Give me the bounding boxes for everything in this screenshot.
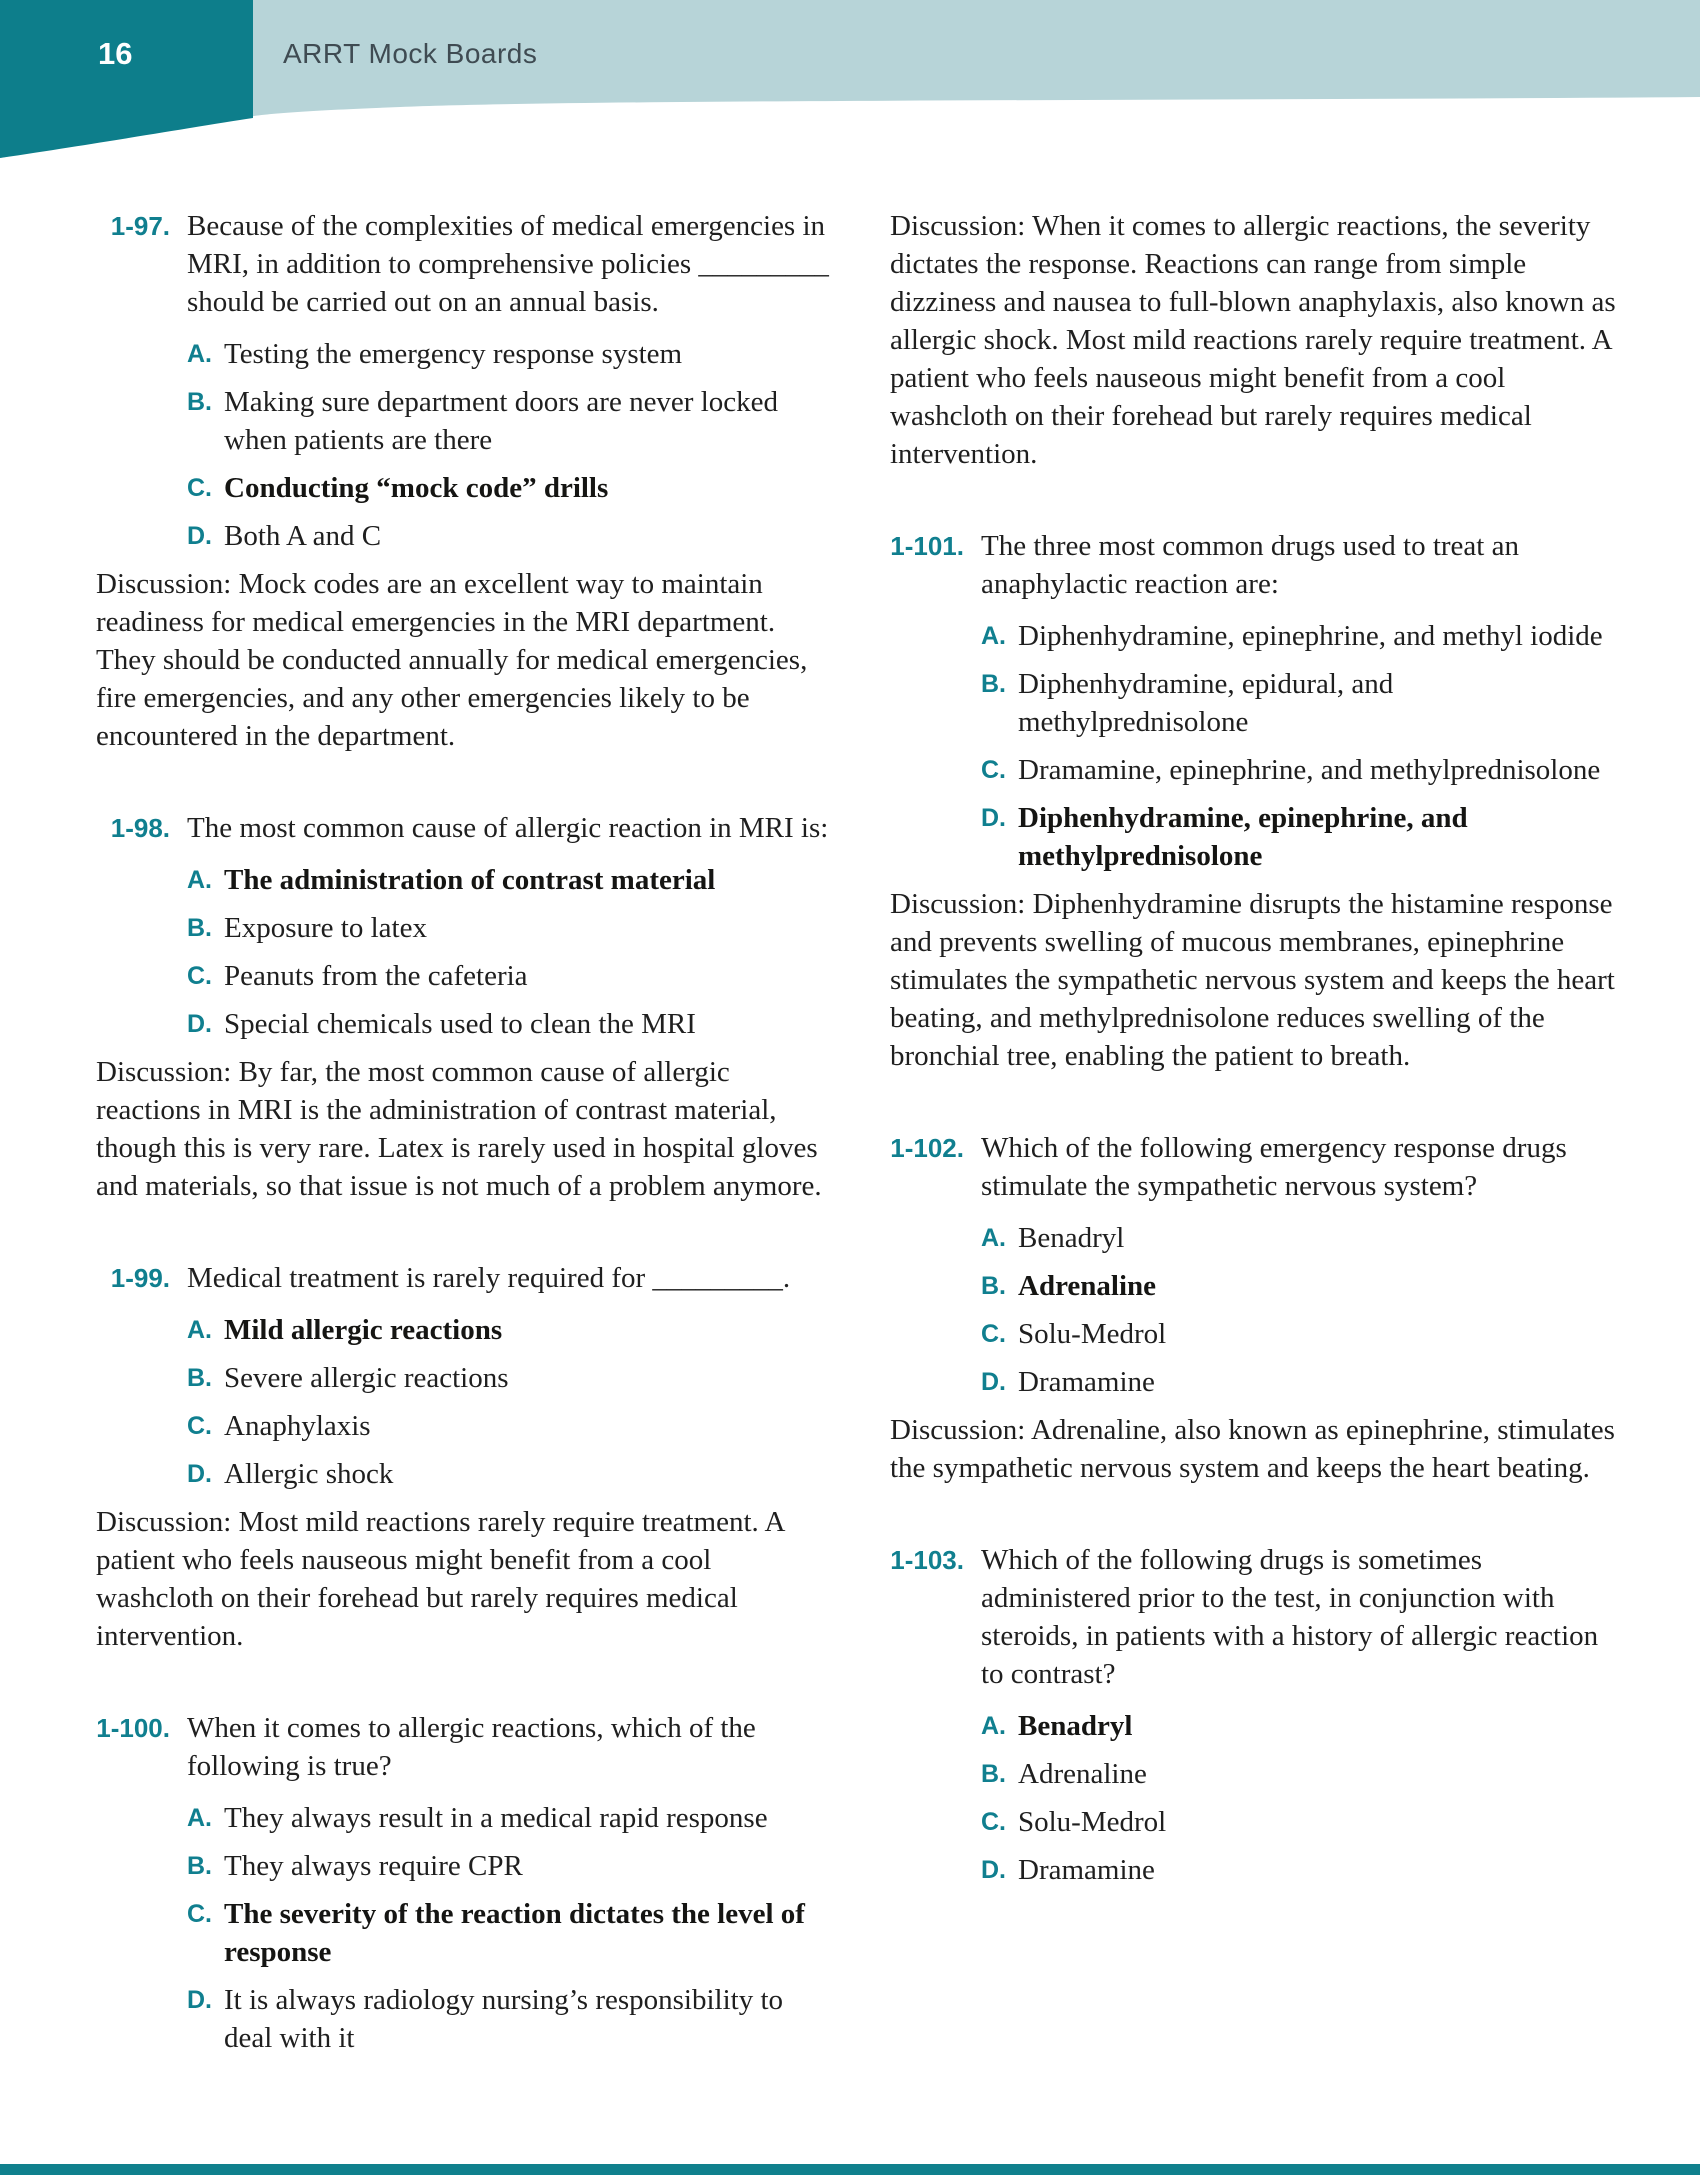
question-number: 1-99. bbox=[110, 1263, 170, 1293]
option-letter: A. bbox=[187, 340, 212, 368]
option-letter: C. bbox=[981, 1320, 1006, 1348]
option-letter: B. bbox=[187, 914, 212, 942]
discussion-1-102: Discussion: Adrenaline, also known as epinephrine, stimulates the sympathetic nervous system and keeps the heart beating. bbox=[890, 1414, 1615, 1484]
option-letter: C. bbox=[981, 756, 1006, 784]
header-title: ARRT Mock Boards bbox=[283, 38, 538, 69]
option-text: Diphenhydramine, epinephrine, and methyl iodide bbox=[1018, 620, 1603, 652]
question-text: When it comes to allergic reactions, which of the following is true? bbox=[187, 1712, 756, 1782]
option-text: Diphenhydramine, epinephrine, and methylprednisolone bbox=[1018, 802, 1468, 872]
page-number: 16 bbox=[98, 36, 133, 71]
option-letter: D. bbox=[187, 522, 212, 550]
option-text: Both A and C bbox=[224, 520, 382, 552]
option-text: The severity of the reaction dictates the level of response bbox=[224, 1898, 805, 1968]
question-number: 1-97. bbox=[110, 211, 170, 241]
option-letter: A. bbox=[981, 622, 1006, 650]
discussion-1-97: Discussion: Mock codes are an excellent way to maintain readiness for medical emergencies in the MRI department. They should be conducted annually for medical emergencies, fire emergencies, and any other emergencies likely to be encountered in the department. bbox=[96, 568, 808, 752]
question-number: 1-100. bbox=[96, 1713, 170, 1743]
option-b bbox=[187, 909, 832, 947]
option-a bbox=[981, 1707, 1626, 1745]
option-d bbox=[187, 517, 832, 555]
option-letter: D. bbox=[981, 1856, 1006, 1884]
options-1-99 bbox=[187, 1311, 832, 1493]
option-text: They always result in a medical rapid response bbox=[224, 1802, 768, 1834]
discussion-1-101: Discussion: Diphenhydramine disrupts the histamine response and prevents swelling of mucous membranes, epinephrine stimulates the sympathetic nervous system and keeps the heart beating, and methylprednisolone reduces swelling of the bronchial tree, enabling the patient to breath. bbox=[890, 888, 1615, 1072]
option-letter: B. bbox=[187, 1364, 212, 1392]
option-d bbox=[187, 1455, 832, 1493]
options-1-100 bbox=[187, 1799, 832, 2057]
option-letter: C. bbox=[187, 1412, 212, 1440]
option-letter: D. bbox=[187, 1460, 212, 1488]
question-text: Which of the following emergency response drugs stimulate the sympathetic nervous system? bbox=[981, 1132, 1567, 1202]
option-letter: A. bbox=[187, 1316, 212, 1344]
question-1-101 bbox=[890, 527, 1626, 603]
options-1-97 bbox=[187, 335, 832, 555]
option-letter: C. bbox=[981, 1808, 1006, 1836]
option-text: Dramamine bbox=[1018, 1854, 1155, 1886]
option-text: Testing the emergency response system bbox=[224, 338, 683, 370]
option-text: Adrenaline bbox=[1018, 1270, 1157, 1302]
option-text: Severe allergic reactions bbox=[224, 1362, 509, 1394]
question-1-97 bbox=[96, 207, 832, 321]
content-columns bbox=[0, 165, 1700, 2067]
option-text: The administration of contrast material bbox=[224, 864, 716, 896]
option-letter: B. bbox=[981, 670, 1006, 698]
option-c bbox=[187, 1895, 832, 1971]
option-d bbox=[981, 1363, 1626, 1401]
option-letter: B. bbox=[981, 1272, 1006, 1300]
question-1-98 bbox=[96, 809, 832, 847]
option-d bbox=[981, 799, 1626, 875]
option-b bbox=[981, 665, 1626, 741]
options-1-101 bbox=[981, 617, 1626, 875]
options-1-103 bbox=[981, 1707, 1626, 1889]
option-b bbox=[187, 1847, 832, 1885]
option-c bbox=[187, 1407, 832, 1445]
option-b bbox=[187, 383, 832, 459]
option-text: Dramamine, epinephrine, and methylprednisolone bbox=[1018, 754, 1601, 786]
footer-accent-bar bbox=[0, 2164, 1700, 2175]
question-1-102 bbox=[890, 1129, 1626, 1205]
options-1-98 bbox=[187, 861, 832, 1043]
left-column bbox=[96, 207, 832, 2067]
option-letter: A. bbox=[981, 1712, 1006, 1740]
option-text: Mild allergic reactions bbox=[224, 1314, 503, 1346]
question-text: Medical treatment is rarely required for _________. bbox=[187, 1262, 791, 1294]
option-letter: C. bbox=[187, 962, 212, 990]
question-text: The three most common drugs used to treat an anaphylactic reaction are: bbox=[981, 530, 1519, 600]
option-text: Exposure to latex bbox=[224, 912, 427, 944]
option-c bbox=[981, 1315, 1626, 1353]
header-wave-graphic bbox=[0, 0, 1700, 165]
option-b bbox=[981, 1267, 1626, 1305]
option-text: Allergic shock bbox=[224, 1458, 394, 1490]
option-a bbox=[187, 335, 832, 373]
option-a bbox=[187, 1799, 832, 1837]
option-letter: C. bbox=[187, 474, 212, 502]
question-number: 1-101. bbox=[890, 531, 964, 561]
option-b bbox=[981, 1755, 1626, 1793]
question-text: Which of the following drugs is sometimes administered prior to the test, in conjunction with steroids, in patients with a history of allergic reaction to contrast? bbox=[981, 1544, 1599, 1690]
option-text: Making sure department doors are never locked when patients are there bbox=[224, 386, 779, 456]
right-column bbox=[890, 207, 1626, 2067]
option-text: Anaphylaxis bbox=[224, 1410, 371, 1442]
question-1-99 bbox=[96, 1259, 832, 1297]
question-1-100 bbox=[96, 1709, 832, 1785]
question-text: Because of the complexities of medical emergencies in MRI, in addition to comprehensive policies _________ should be carried out on an annual basis. bbox=[187, 210, 829, 318]
option-text: Conducting “mock code” drills bbox=[224, 472, 609, 504]
option-letter: A. bbox=[187, 1804, 212, 1832]
question-number: 1-103. bbox=[890, 1545, 964, 1575]
option-a bbox=[187, 1311, 832, 1349]
option-c bbox=[981, 751, 1626, 789]
option-letter: B. bbox=[981, 1760, 1006, 1788]
question-text: The most common cause of allergic reaction in MRI is: bbox=[187, 812, 829, 844]
option-text: Diphenhydramine, epidural, and methylprednisolone bbox=[1018, 668, 1394, 738]
question-number: 1-98. bbox=[110, 813, 170, 843]
question-1-103 bbox=[890, 1541, 1626, 1693]
option-text: It is always radiology nursing’s responsibility to deal with it bbox=[224, 1984, 784, 2054]
discussion-1-100: Discussion: When it comes to allergic reactions, the severity dictates the response. Reactions can range from simple dizziness and nausea to full-blown anaphylaxis, also known as allergic shock. Most mild reactions rarely require treatment. A patient who feels nauseous might benefit from a cool washcloth on their forehead but rarely requires medical intervention. bbox=[890, 210, 1616, 470]
option-a bbox=[187, 861, 832, 899]
option-a bbox=[981, 617, 1626, 655]
option-letter: A. bbox=[187, 866, 212, 894]
option-text: Benadryl bbox=[1018, 1710, 1133, 1742]
option-letter: A. bbox=[981, 1224, 1006, 1252]
option-text: Dramamine bbox=[1018, 1366, 1155, 1398]
option-letter: D. bbox=[981, 804, 1006, 832]
option-letter: B. bbox=[187, 1852, 212, 1880]
option-text: Peanuts from the cafeteria bbox=[224, 960, 528, 992]
option-c bbox=[981, 1803, 1626, 1841]
option-letter: B. bbox=[187, 388, 212, 416]
question-number: 1-102. bbox=[890, 1133, 964, 1163]
discussion-1-99: Discussion: Most mild reactions rarely require treatment. A patient who feels nauseous might benefit from a cool washcloth on their forehead but rarely requires medical intervention. bbox=[96, 1506, 784, 1652]
option-c bbox=[187, 469, 832, 507]
option-text: Solu-Medrol bbox=[1018, 1806, 1167, 1838]
option-d bbox=[187, 1981, 832, 2057]
page-header bbox=[0, 0, 1700, 165]
option-letter: D. bbox=[187, 1010, 212, 1038]
option-text: Solu-Medrol bbox=[1018, 1318, 1167, 1350]
option-a bbox=[981, 1219, 1626, 1257]
option-d bbox=[187, 1005, 832, 1043]
discussion-1-98: Discussion: By far, the most common cause of allergic reactions in MRI is the administration of contrast material, though this is very rare. Latex is rarely used in hospital gloves and materials, so that issue is not much of a problem anymore. bbox=[96, 1056, 822, 1202]
option-c bbox=[187, 957, 832, 995]
option-letter: C. bbox=[187, 1900, 212, 1928]
option-text: Special chemicals used to clean the MRI bbox=[224, 1008, 696, 1040]
option-letter: D. bbox=[187, 1986, 212, 2014]
option-text: They always require CPR bbox=[224, 1850, 523, 1882]
option-d bbox=[981, 1851, 1626, 1889]
option-text: Benadryl bbox=[1018, 1222, 1125, 1254]
option-b bbox=[187, 1359, 832, 1397]
option-text: Adrenaline bbox=[1018, 1758, 1147, 1790]
options-1-102 bbox=[981, 1219, 1626, 1401]
option-letter: D. bbox=[981, 1368, 1006, 1396]
